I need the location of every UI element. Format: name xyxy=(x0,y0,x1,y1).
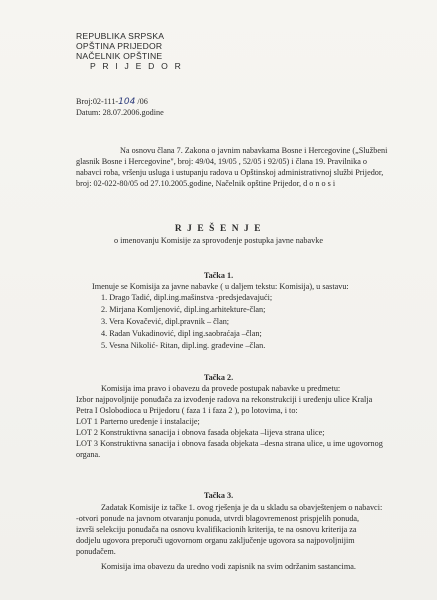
tacka2-line: LOT 3 Konstruktivna sanacija i obnova fasada objekata –desna strana ulice, u ime ugovornog xyxy=(76,439,383,448)
tacka3-line: izvrši selekciju ponuđača na osnovu kvalifikacionih kriterija, te na osnovu kriterija za xyxy=(76,525,357,534)
preamble-line-3: nabavci roba, vršenju usluga i ustupanju radova u Opštinskoj administrativnoj službi Prijedor, xyxy=(76,168,384,177)
document-number-suffix: /06 xyxy=(135,97,148,106)
document-number-handwritten: 104 xyxy=(118,97,136,107)
header-republika: REPUBLIKA SRPSKA xyxy=(76,31,165,41)
tacka2-heading: Tačka 2. xyxy=(203,373,234,382)
member-item: 3. Vera Kovačević, dipl.pravnik – član; xyxy=(101,317,230,326)
header-nacelnik: NAČELNIK OPŠTINE xyxy=(76,51,163,61)
tacka3-heading: Tačka 3. xyxy=(203,491,234,500)
preamble-line-1: Na osnovu člana 7. Zakona o javnim nabavkama Bosne i Hercegovine („Službeni xyxy=(120,146,388,155)
tacka1-heading: Tačka 1. xyxy=(203,271,234,280)
tacka3-line: Zadatak Komisije iz tačke 1. ovog rješenja je da u skladu sa obavještenjem o nabavci: xyxy=(101,503,383,512)
member-item: 4. Radan Vukadinović, dipl ing.saobraćaja –član; xyxy=(101,329,262,338)
tacka2-line: Petra I Oslobodioca u Prijedoru ( faza 1 i faza 2 ), po lotovima, i to: xyxy=(76,406,298,415)
document-date: Datum: 28.07.2006.godine xyxy=(76,108,164,117)
document-title: R J E Š E N J E xyxy=(174,224,263,234)
tacka3-line: Komisija ima obavezu da uredno vodi zapisnik na svim održanim sastancima. xyxy=(101,562,356,571)
header-opstina: OPŠTINA PRIJEDOR xyxy=(76,41,163,51)
member-item: 5. Vesna Nikolić- Ritan, dipl.ing. građevine –član. xyxy=(101,341,266,350)
tacka2-line: Komisija ima pravo i obavezu da provede postupak nabavke u predmetu: xyxy=(101,384,341,393)
tacka2-line: Izbor najpovoljnije ponuđača za izvođenje radova na rekonstrukciji i uređenju ulice Kralja xyxy=(76,395,373,404)
document-subtitle: o imenovanju Komisije za sprovođenje postupka javne nabavke xyxy=(114,236,323,245)
member-item: 1. Drago Tadić, dipl.ing.mašinstva -predsjedavajući; xyxy=(101,293,273,302)
member-item: 2. Mirjana Komljenović, dipl.ing.arhitekture-član; xyxy=(101,305,266,314)
tacka3-line: dodjelu ugovora preporuči ugovornom organu zaključenje ugovora sa najpovoljnijim xyxy=(76,536,355,545)
tacka2-line: LOT 1 Parterno uređenje i instalacije; xyxy=(76,417,200,426)
tacka2-line: organa. xyxy=(76,450,101,459)
tacka3-line: ponuđačem. xyxy=(76,547,116,556)
preamble-line-4: broj: 02-022-80/05 od 27.10.2005.godine, Načelnik opštine Prijedor, d o n o s i xyxy=(76,179,336,188)
header-prijedor: P R I J E D O R xyxy=(90,61,184,71)
document-number-prefix: Broj:02-111- xyxy=(76,97,119,106)
document-number xyxy=(76,97,148,107)
tacka1-intro: Imenuje se Komisija za javne nabavke ( u daljem tekstu: Komisija), u sastavu: xyxy=(92,282,349,291)
tacka2-line: LOT 2 Konstruktivna sanacija i obnova fasada objekata –lijeva strana ulice; xyxy=(76,428,325,437)
preamble-line-2: glasnik Bosne i Hercegovine", broj: 49/04, 19/05 , 52/05 i 92/05) i člana 19. Pravilnika o xyxy=(76,157,367,166)
tacka3-line: -otvori ponude na javnom otvaranju ponuda, utvrdi blagovremenost prispjelih ponuda, xyxy=(76,514,360,523)
